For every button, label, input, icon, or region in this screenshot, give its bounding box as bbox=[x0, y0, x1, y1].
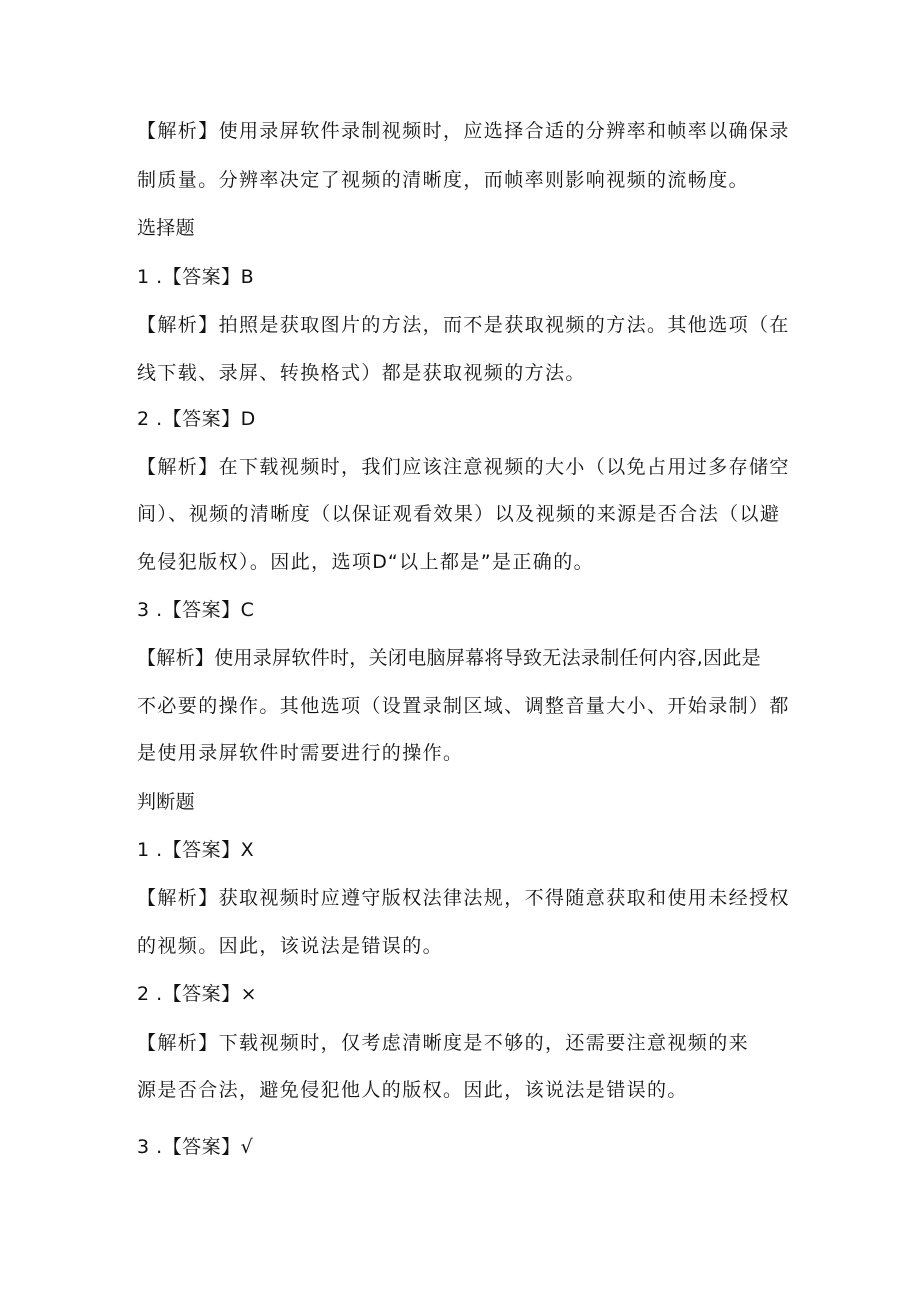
paragraph-line: 【解析】下载视频时，仅考虑清晰度是不够的，还需要注意视频的来 bbox=[137, 1032, 750, 1054]
paragraph-line: 的视频。因此，该说法是错误的。 bbox=[137, 935, 444, 957]
paragraph-line: 【解析】获取视频时应遵守版权法律法规，不得随意获取和使用未经授权 bbox=[137, 887, 790, 909]
answer-line: 3 .【答案】C bbox=[137, 599, 255, 621]
answer-line: 3 .【答案】√ bbox=[137, 1136, 254, 1158]
paragraph-line: 间）、视频的清晰度（以保证观看效果）以及视频的来源是否合法（以避 bbox=[137, 503, 781, 525]
paragraph-line: 不必要的操作。其他选项（设置录制区域、调整音量大小、开始录制）都 bbox=[137, 695, 790, 717]
section-heading: 选择题 bbox=[137, 217, 195, 239]
answer-line: 2 .【答案】D bbox=[137, 408, 256, 430]
paragraph-line: 制质量。分辨率决定了视频的清晰度，而帧率则影响视频的流畅度。 bbox=[137, 169, 750, 191]
paragraph-line: 免侵犯版权）。因此，选项D“以上都是”是正确的。 bbox=[137, 551, 595, 573]
answer-line: 1 .【答案】X bbox=[137, 839, 255, 861]
paragraph-line: 源是否合法，避免侵犯他人的版权。因此，该说法是错误的。 bbox=[137, 1079, 688, 1101]
section-heading: 判断题 bbox=[137, 791, 195, 813]
answer-line: 1 .【答案】B bbox=[137, 266, 255, 288]
paragraph-line: 【解析】使用录屏软件时，关闭电脑屏幕将导致无法录制任何内容,因此是 bbox=[137, 647, 761, 669]
paragraph-line: 线下载、录屏、转换格式）都是获取视频的方法。 bbox=[137, 362, 586, 384]
paragraph-line: 【解析】使用录屏软件录制视频时，应选择合适的分辨率和帧率以确保录 bbox=[137, 120, 790, 142]
paragraph-line: 【解析】在下载视频时，我们应该注意视频的大小（以免占用过多存储空 bbox=[137, 456, 790, 478]
paragraph-line: 【解析】拍照是获取图片的方法，而不是获取视频的方法。其他选项（在 bbox=[137, 314, 790, 336]
answer-line: 2 .【答案】× bbox=[137, 983, 258, 1005]
paragraph-line: 是使用录屏软件时需要进行的操作。 bbox=[137, 742, 464, 764]
